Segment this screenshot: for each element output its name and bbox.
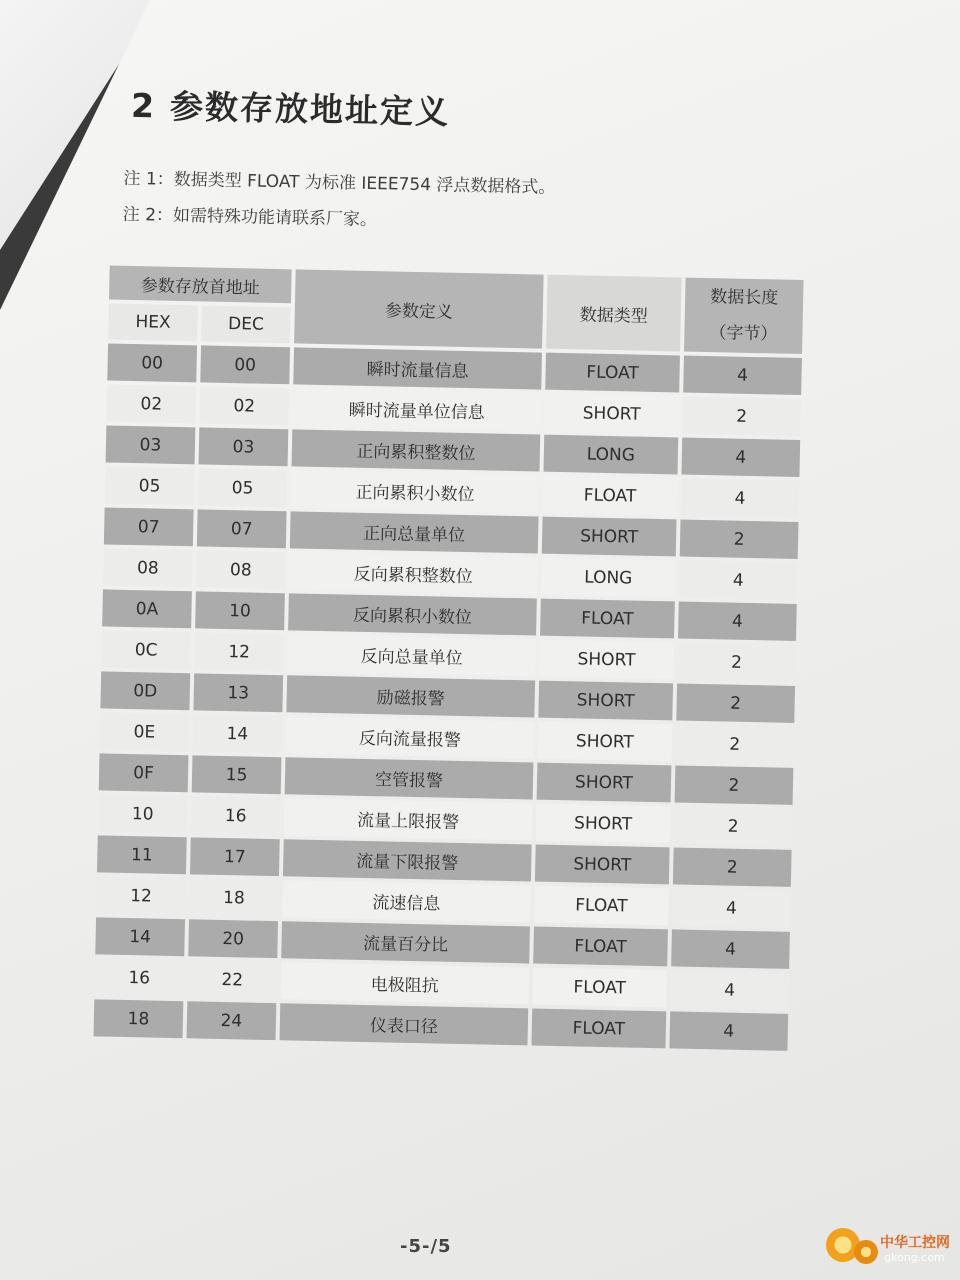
cell-data-type: SHORT xyxy=(542,517,677,557)
cell-hex: 18 xyxy=(94,999,184,1038)
cell-data-length: 2 xyxy=(680,520,799,559)
cell-dec: 15 xyxy=(192,755,282,794)
cell-definition: 正向总量单位 xyxy=(290,511,539,553)
cell-data-length: 2 xyxy=(673,847,792,886)
cell-data-type: LONG xyxy=(543,435,678,475)
cell-data-type: FLOAT xyxy=(540,599,675,639)
cell-definition: 流量下限报警 xyxy=(283,839,532,881)
cell-dec: 03 xyxy=(199,427,289,466)
cell-dec: 18 xyxy=(189,878,279,917)
cell-data-length: 2 xyxy=(674,806,793,845)
cell-hex: 0D xyxy=(100,671,190,710)
cell-hex: 0F xyxy=(99,753,189,792)
header-data-type: 数据类型 xyxy=(546,275,682,352)
cell-dec: 16 xyxy=(191,796,281,835)
header-dec: DEC xyxy=(201,305,291,343)
cell-data-type: SHORT xyxy=(539,640,674,680)
cell-definition: 流速信息 xyxy=(282,880,531,922)
small-gear-icon xyxy=(854,1240,878,1264)
cell-data-length: 2 xyxy=(676,683,795,722)
cell-data-length: 4 xyxy=(671,929,790,968)
cell-data-type: FLOAT xyxy=(543,476,678,516)
table-body xyxy=(94,343,802,1050)
cell-definition: 反向累积小数位 xyxy=(288,593,537,635)
cell-data-length: 4 xyxy=(679,561,798,600)
cell-definition: 流量百分比 xyxy=(281,921,530,963)
cell-dec: 13 xyxy=(193,673,283,712)
note-2: 注 2：如需特殊功能请联系厂家。 xyxy=(122,204,378,231)
cell-data-length: 4 xyxy=(678,601,797,640)
cell-definition: 反向流量报警 xyxy=(286,716,535,758)
cell-definition: 仪表口径 xyxy=(280,1003,529,1045)
cell-data-type: SHORT xyxy=(537,763,672,803)
cell-dec: 05 xyxy=(198,468,288,507)
cell-hex: 03 xyxy=(106,425,196,464)
cell-definition: 正向累积整数位 xyxy=(292,429,541,471)
cell-hex: 0A xyxy=(102,589,192,628)
note-1: 注 1：数据类型 FLOAT 为标准 IEEE754 浮点数据格式。 xyxy=(123,168,556,198)
cell-data-type: FLOAT xyxy=(545,353,680,393)
cell-data-length: 4 xyxy=(683,356,802,395)
header-data-length xyxy=(684,278,804,354)
cell-dec: 02 xyxy=(199,386,289,425)
cell-data-length: 2 xyxy=(682,397,801,436)
cell-definition: 正向累积小数位 xyxy=(291,470,540,512)
cell-hex: 08 xyxy=(103,548,193,587)
cell-hex: 12 xyxy=(96,876,186,915)
cell-dec: 22 xyxy=(187,960,277,999)
watermark-logo xyxy=(822,1222,952,1272)
cell-definition: 励磁报警 xyxy=(286,675,535,717)
page-number: -5-/5 xyxy=(400,1236,452,1257)
cell-hex: 02 xyxy=(106,384,196,423)
cell-data-type: SHORT xyxy=(544,394,679,434)
cell-data-length: 2 xyxy=(677,642,796,681)
cell-hex: 11 xyxy=(97,835,187,874)
cell-data-type: SHORT xyxy=(537,722,672,762)
header-data-length-line2: （字节） xyxy=(709,323,778,345)
cell-hex: 14 xyxy=(95,917,185,956)
cell-data-type: FLOAT xyxy=(533,927,668,967)
cell-data-type: SHORT xyxy=(536,804,671,844)
cell-dec: 07 xyxy=(197,509,287,548)
cell-definition: 反向总量单位 xyxy=(287,634,536,676)
header-start-address: 参数存放首地址 xyxy=(109,266,292,304)
cell-hex: 0E xyxy=(100,712,190,751)
cell-hex: 05 xyxy=(105,466,195,505)
cell-hex: 16 xyxy=(94,958,184,997)
cell-definition: 电极阻抗 xyxy=(280,962,529,1004)
cell-hex: 10 xyxy=(98,794,188,833)
cell-dec: 00 xyxy=(200,345,290,384)
cell-dec: 17 xyxy=(190,837,280,876)
cell-data-length: 4 xyxy=(670,970,789,1009)
cell-data-type: FLOAT xyxy=(534,886,669,926)
cell-dec: 20 xyxy=(188,919,278,958)
cell-data-length: 2 xyxy=(675,724,794,763)
cell-data-length: 4 xyxy=(681,438,800,477)
cell-dec: 12 xyxy=(194,632,284,671)
cell-definition: 瞬时流量单位信息 xyxy=(292,388,541,430)
header-parameter-definition: 参数定义 xyxy=(294,269,543,348)
watermark-text-en: gkong.com xyxy=(884,1251,945,1264)
cell-dec: 08 xyxy=(196,550,286,589)
cell-dec: 24 xyxy=(187,1001,277,1040)
cell-dec: 10 xyxy=(195,591,285,630)
cell-hex: 00 xyxy=(107,343,197,382)
cell-hex: 07 xyxy=(104,507,194,546)
header-data-length-line1: 数据长度 xyxy=(709,287,779,309)
cell-data-type: LONG xyxy=(541,558,676,598)
cell-data-type: SHORT xyxy=(538,681,673,721)
cell-definition: 瞬时流量信息 xyxy=(293,347,542,389)
section-title: 参数存放地址定义 xyxy=(169,86,451,132)
cell-data-length: 2 xyxy=(675,765,794,804)
section-heading xyxy=(131,80,880,143)
section-number: 2 xyxy=(130,85,157,126)
cell-data-type: SHORT xyxy=(535,845,670,885)
cell-dec: 14 xyxy=(193,714,283,753)
cell-definition: 空管报警 xyxy=(285,757,534,799)
cell-data-type: FLOAT xyxy=(532,968,667,1008)
cell-definition: 反向累积整数位 xyxy=(289,552,538,594)
parameter-address-table xyxy=(89,261,807,1055)
watermark-text-cn: 中华工控网 xyxy=(880,1235,950,1251)
cell-hex: 0C xyxy=(101,630,191,669)
header-hex: HEX xyxy=(108,303,198,341)
cell-data-length: 4 xyxy=(669,1011,788,1050)
document-content xyxy=(37,60,880,1042)
cell-data-type: FLOAT xyxy=(531,1009,666,1049)
cell-definition: 流量上限报警 xyxy=(284,798,533,840)
cell-data-length: 4 xyxy=(681,479,800,518)
cell-data-length: 4 xyxy=(672,888,791,927)
